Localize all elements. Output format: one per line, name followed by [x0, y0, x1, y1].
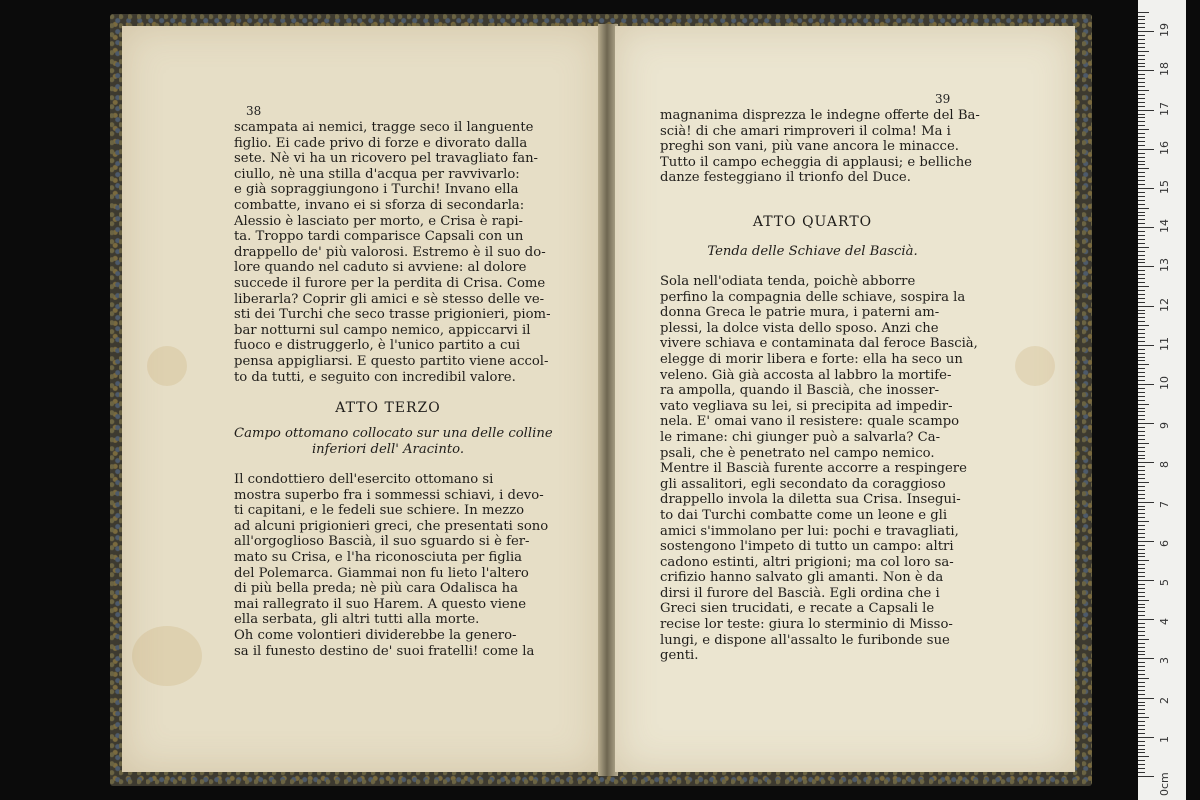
subheading-right: Tenda delle Schiave del Bascià.	[707, 244, 918, 259]
ruler-tick	[1138, 12, 1149, 13]
ruler-tick	[1138, 670, 1145, 671]
ruler-tick	[1138, 560, 1149, 561]
text-line: lore quando nel caduto si avviene: al dolore	[234, 260, 527, 276]
ruler-tick	[1138, 31, 1154, 32]
ruler-tick	[1138, 776, 1154, 777]
text-line: Mentre il Bascià furente accorre a respingere	[660, 461, 967, 477]
ruler-tick	[1138, 694, 1145, 695]
ruler-tick	[1138, 686, 1145, 687]
text-line: del Polemarca. Giammai non fu lieto l'altero	[234, 565, 529, 581]
left-page	[122, 26, 600, 772]
ruler-tick	[1138, 90, 1149, 91]
ruler-tick	[1138, 106, 1145, 107]
ruler-tick	[1138, 204, 1145, 205]
ruler-tick	[1138, 86, 1145, 87]
ruler-tick	[1138, 482, 1149, 483]
ruler-tick	[1138, 172, 1145, 173]
text-line: Oh come volontieri dividerebbe la genero-	[234, 627, 517, 643]
ruler-tick	[1138, 756, 1149, 757]
ruler-tick	[1138, 341, 1145, 342]
ruler-tick	[1138, 129, 1149, 130]
text-line: Greci sien trucidati, e recate a Capsali le	[660, 601, 935, 617]
ruler-tick	[1138, 121, 1145, 122]
ruler-tick	[1138, 486, 1145, 487]
ruler-tick	[1138, 290, 1145, 291]
ruler-tick	[1138, 196, 1145, 197]
ruler-tick	[1138, 643, 1145, 644]
ruler-tick	[1138, 729, 1145, 730]
text-line: sa il funesto destino de' suoi fratelli! come la	[234, 643, 535, 659]
ruler-tick	[1138, 98, 1145, 99]
ruler-tick	[1138, 709, 1145, 710]
ruler-tick	[1138, 470, 1145, 471]
ruler-tick	[1138, 215, 1145, 216]
ruler-label: 4	[1158, 618, 1171, 626]
ruler-tick	[1138, 82, 1145, 83]
ruler-tick	[1138, 553, 1145, 554]
text-line: e già sopraggiungono i Turchi! Invano ella	[234, 182, 519, 198]
ruler-tick	[1138, 278, 1145, 279]
ruler-tick	[1138, 294, 1145, 295]
text-line: preghi son vani, più vane ancora le minacce.	[660, 139, 959, 155]
ruler-tick	[1138, 302, 1145, 303]
ruler-unit-label: 0cm	[1158, 772, 1171, 796]
ruler-tick	[1138, 607, 1145, 608]
ruler-tick	[1138, 458, 1145, 459]
ruler-tick	[1138, 702, 1145, 703]
ruler-tick	[1138, 772, 1145, 773]
ruler-tick	[1138, 474, 1145, 475]
ruler-tick	[1138, 541, 1154, 542]
text-line: amici s'immolano per lui: pochi e travagliati,	[660, 523, 959, 539]
ruler-tick	[1138, 325, 1149, 326]
ruler-tick	[1138, 380, 1145, 381]
ruler-tick	[1138, 384, 1154, 385]
text-line: elegge di morir libera e forte: ella ha seco un	[660, 351, 963, 367]
text-line: nela. E' omai vano il resistere: quale scampo	[660, 414, 960, 430]
ruler-tick	[1138, 247, 1149, 248]
right-page	[615, 26, 1075, 772]
ruler-label: 6	[1158, 539, 1171, 547]
ruler-tick	[1138, 274, 1145, 275]
ruler-tick	[1138, 70, 1154, 71]
ruler-tick	[1138, 357, 1145, 358]
ruler-tick	[1138, 439, 1145, 440]
ruler-label: 10	[1158, 376, 1171, 390]
ruler-tick	[1138, 745, 1145, 746]
ruler-tick	[1138, 717, 1149, 718]
text-line: Il condottiero dell'esercito ottomano si	[234, 472, 494, 487]
subheading-left: Campo ottomano collocato sur una delle colline inferiori dell' Aracinto.	[234, 426, 553, 457]
ruler-tick	[1138, 396, 1145, 397]
heading-atto-terzo: ATTO TERZO	[335, 400, 441, 416]
ruler-tick	[1138, 435, 1145, 436]
ruler-tick	[1138, 513, 1145, 514]
ruler-tick	[1138, 682, 1145, 683]
ruler-tick	[1138, 227, 1154, 228]
text-line: perfino la compagnia delle schiave, sospira la	[660, 289, 966, 305]
ruler-label: 18	[1158, 62, 1171, 77]
ruler-tick	[1138, 737, 1154, 738]
ruler-tick	[1138, 580, 1154, 581]
text-line: to da tutti, e seguito con incredibil valore.	[234, 369, 516, 385]
ruler-tick	[1138, 176, 1145, 177]
ruler-tick	[1138, 529, 1145, 530]
ruler-label: 14	[1158, 219, 1171, 234]
ruler-tick	[1138, 506, 1145, 507]
ruler-tick	[1138, 55, 1145, 56]
ruler-tick	[1138, 317, 1145, 318]
text-line: ciullo, nè una stilla d'acqua per ravvivarlo:	[234, 166, 520, 182]
right-bottom-text	[660, 274, 978, 664]
ruler-tick	[1138, 376, 1145, 377]
ruler-tick	[1138, 39, 1145, 40]
text-line: Alessio è lasciato per morto, e Crisa è rapi-	[234, 213, 523, 229]
text-line: vato vegliava su lei, si precipita ad impedir-	[660, 398, 953, 414]
ruler-tick	[1138, 733, 1145, 734]
ruler-tick	[1138, 74, 1145, 75]
ruler-tick	[1138, 157, 1145, 158]
ruler-tick	[1138, 549, 1145, 550]
ruler-tick	[1138, 337, 1145, 338]
ruler-tick	[1138, 502, 1154, 503]
ruler-tick	[1138, 600, 1149, 601]
ruler-tick	[1138, 619, 1154, 620]
text-line: Sola nell'odiata tenda, poichè abborre	[660, 274, 916, 289]
ruler-tick	[1138, 690, 1145, 691]
ruler-tick	[1138, 372, 1145, 373]
ruler-tick	[1138, 760, 1145, 761]
text-line: cadono estinti, altri prigioni; ma col loro sa-	[660, 554, 954, 570]
ruler-tick	[1138, 149, 1154, 150]
ruler-tick	[1138, 498, 1145, 499]
text-line: sti dei Turchi che seco trasse prigionieri, piom-	[234, 307, 551, 323]
text-line: liberarla? Coprir gli amici e sè stesso delle ve-	[234, 291, 545, 307]
ruler-tick	[1138, 572, 1145, 573]
ruler-tick	[1138, 411, 1145, 412]
ruler-tick	[1138, 310, 1145, 311]
ruler-tick	[1138, 564, 1145, 565]
ruler-tick	[1138, 423, 1154, 424]
ruler-tick	[1138, 94, 1145, 95]
ruler-label: 13	[1158, 258, 1171, 273]
ruler-tick	[1138, 133, 1145, 134]
ruler-tick	[1138, 63, 1145, 64]
ruler-tick	[1138, 125, 1145, 126]
text-line: donna Greca le patrie mura, i paterni am-	[660, 305, 940, 321]
ruler-tick	[1138, 752, 1145, 753]
text-line: mato su Crisa, e l'ha riconosciuta per figlia	[234, 549, 523, 565]
ruler-tick	[1138, 592, 1145, 593]
ruler-tick	[1138, 364, 1149, 365]
ruler-label: 15	[1158, 180, 1171, 194]
ruler-tick	[1138, 145, 1145, 146]
ruler-tick	[1138, 615, 1145, 616]
ruler-tick	[1138, 635, 1145, 636]
ruler-tick	[1138, 164, 1145, 165]
ruler-tick	[1138, 392, 1145, 393]
ruler-tick	[1138, 749, 1145, 750]
text-line: sostengono l'impeto di tutto un campo: altri	[660, 539, 954, 555]
ruler-tick	[1138, 313, 1145, 314]
ruler-tick	[1138, 627, 1145, 628]
ruler-tick	[1138, 321, 1145, 322]
ruler-tick	[1138, 368, 1145, 369]
ruler-tick	[1138, 231, 1145, 232]
ruler-tick	[1138, 298, 1145, 299]
ruler-tick	[1138, 666, 1145, 667]
text-line: succede il furore per la perdita di Crisa. Come	[234, 275, 546, 291]
ruler-tick	[1138, 654, 1145, 655]
text-line: fuoco e distruggerlo, è l'unico partito a cui	[234, 338, 521, 354]
page-number-left: 38	[246, 104, 262, 118]
ruler-label: 2	[1158, 696, 1171, 704]
page-number-right: 39	[935, 92, 951, 106]
text-line: bar notturni sul campo nemico, appiccarvi il	[234, 322, 531, 338]
ruler-tick	[1138, 713, 1145, 714]
ruler-tick	[1138, 188, 1154, 189]
ruler-tick	[1138, 117, 1145, 118]
ruler-tick	[1138, 494, 1145, 495]
ruler-label: 17	[1158, 101, 1171, 116]
ruler-tick	[1138, 662, 1145, 663]
left-bottom-text	[234, 472, 549, 659]
ruler-label: 7	[1158, 500, 1171, 508]
ruler-tick	[1138, 282, 1145, 283]
ruler-tick	[1138, 255, 1145, 256]
ruler-tick	[1138, 161, 1145, 162]
ruler-label: 12	[1158, 297, 1171, 312]
ruler-tick	[1138, 604, 1145, 605]
ruler-tick	[1138, 725, 1145, 726]
ruler-tick	[1138, 235, 1145, 236]
ruler-tick	[1138, 353, 1145, 354]
ruler-tick	[1138, 545, 1145, 546]
text-line: Tutto il campo echeggia di applausi; e belliche	[660, 154, 972, 170]
ruler-tick	[1138, 451, 1145, 452]
ruler-label: 11	[1158, 336, 1171, 351]
ruler-tick	[1138, 208, 1149, 209]
ruler-tick	[1138, 23, 1145, 24]
heading-atto-quarto: ATTO QUARTO	[752, 214, 873, 230]
text-line: to dai Turchi combatte come un leone e gli	[660, 507, 948, 523]
ruler-tick	[1138, 333, 1145, 334]
ruler-tick	[1138, 427, 1145, 428]
ruler-tick	[1138, 584, 1145, 585]
text-line: vivere schiava e contaminata dal feroce Bascià,	[660, 336, 978, 352]
ruler-tick	[1138, 678, 1149, 679]
ruler-tick	[1138, 286, 1149, 287]
ruler-tick	[1138, 588, 1145, 589]
ruler-tick	[1138, 509, 1145, 510]
ruler-tick	[1138, 447, 1145, 448]
ruler-tick	[1138, 19, 1145, 20]
ruler-tick	[1138, 137, 1145, 138]
ruler-tick	[1138, 243, 1145, 244]
ruler-tick	[1138, 114, 1145, 115]
text-line: drappello invola la diletta sua Crisa. Insegui-	[660, 492, 961, 508]
ruler-label: 5	[1158, 579, 1171, 586]
ruler-tick	[1138, 721, 1145, 722]
ruler-tick	[1138, 419, 1145, 420]
ruler-tick	[1138, 408, 1145, 409]
measurement-ruler	[1138, 0, 1186, 800]
ruler-tick	[1138, 576, 1145, 577]
text-line: crifizio hanno salvato gli amanti. Non è da	[660, 570, 944, 586]
ruler-tick	[1138, 78, 1145, 79]
text-line: recise lor teste: giura lo sterminio di Misso-	[660, 617, 953, 633]
ruler-tick	[1138, 768, 1145, 769]
ruler-tick	[1138, 212, 1145, 213]
ruler-tick	[1138, 349, 1145, 350]
ruler-tick	[1138, 47, 1145, 48]
ruler-tick	[1138, 741, 1145, 742]
ruler-tick	[1138, 431, 1145, 432]
ruler-tick	[1138, 596, 1145, 597]
ruler-tick	[1138, 698, 1154, 699]
ruler-tick	[1138, 306, 1154, 307]
text-line: le rimane: chi giunger può a salvarla? Ca-	[660, 429, 941, 445]
ruler-tick	[1138, 705, 1145, 706]
ruler-tick	[1138, 400, 1145, 401]
ruler-tick	[1138, 153, 1145, 154]
text-line: scià! di che amari rimproveri il colma! Ma i	[660, 123, 951, 139]
text-line: magnanima disprezza le indegne offerte del Ba-	[660, 108, 980, 123]
ruler-tick	[1138, 16, 1145, 17]
ruler-tick	[1138, 43, 1145, 44]
text-line: ta. Troppo tardi comparisce Capsali con un	[234, 229, 524, 245]
ruler-tick	[1138, 658, 1154, 659]
text-line: ella serbata, gli altri tutti alla morte.	[234, 612, 480, 628]
text-line: gli assalitori, egli secondato da coraggioso	[660, 476, 946, 492]
ruler-tick	[1138, 674, 1145, 675]
text-line: ti capitani, e le fedeli sue schiere. In mezzo	[234, 503, 525, 519]
ruler-tick	[1138, 259, 1145, 260]
text-line: plessi, la dolce vista dello sposo. Anzi che	[660, 320, 939, 336]
ruler-tick	[1138, 525, 1145, 526]
ruler-tick	[1138, 223, 1145, 224]
ruler-tick	[1138, 466, 1145, 467]
text-line: figlio. Ei cade privo di forze e divorato dalla	[234, 135, 528, 151]
ruler-tick	[1138, 647, 1145, 648]
ruler-tick	[1138, 478, 1145, 479]
left-top-text	[234, 120, 551, 385]
ruler-label: 19	[1158, 23, 1171, 38]
ruler-tick	[1138, 490, 1145, 491]
ruler-tick	[1138, 266, 1154, 267]
ruler-tick	[1138, 184, 1145, 185]
ruler-tick	[1138, 455, 1145, 456]
ruler-tick	[1138, 556, 1145, 557]
ruler-tick	[1138, 239, 1145, 240]
ruler-tick	[1138, 270, 1145, 271]
ruler-tick	[1138, 639, 1149, 640]
text-line: psali, che è penetrato nel campo nemico.	[660, 445, 935, 461]
ruler-tick	[1138, 623, 1145, 624]
ruler-tick	[1138, 66, 1145, 67]
ruler-label: 16	[1158, 140, 1171, 155]
text-line: sete. Nè vi ha un ricovero pel travagliato fan-	[234, 151, 539, 167]
text-line: danze festeggiano il trionfo del Duce.	[660, 170, 911, 186]
ruler-tick	[1138, 262, 1145, 263]
ruler-tick	[1138, 329, 1145, 330]
ruler-tick	[1138, 517, 1145, 518]
ruler-tick	[1138, 537, 1145, 538]
ruler-tick	[1138, 360, 1145, 361]
ruler-tick	[1138, 533, 1145, 534]
ruler-tick	[1138, 192, 1145, 193]
text-line: scampata ai nemici, tragge seco il languente	[234, 120, 534, 135]
text-line: combatte, invano ei si sforza di secondarla:	[234, 197, 525, 213]
ruler-tick	[1138, 251, 1145, 252]
ruler-tick	[1138, 568, 1145, 569]
ruler-tick	[1138, 35, 1145, 36]
ruler-tick	[1138, 345, 1154, 346]
text-line: ad alcuni prigionieri greci, che presentati sono	[234, 518, 549, 534]
ruler-label: 3	[1158, 657, 1171, 665]
ruler-tick	[1138, 180, 1145, 181]
ruler-tick	[1138, 59, 1145, 60]
ruler-tick	[1138, 219, 1145, 220]
ruler-tick	[1138, 764, 1145, 765]
ruler-tick	[1138, 51, 1149, 52]
text-line: lungi, e dispone all'assalto le furibonde sue	[660, 632, 950, 648]
text-line: dirsi il furore del Bascià. Egli ordina che i	[660, 585, 940, 601]
text-line: mai rallegrato il suo Harem. A questo viene	[234, 596, 527, 612]
ruler-tick	[1138, 521, 1149, 522]
ruler-tick	[1138, 200, 1145, 201]
ruler-tick	[1138, 651, 1145, 652]
ruler-tick	[1138, 611, 1145, 612]
text-line: drappello de' più valorosi. Estremo è il suo do-	[234, 244, 546, 260]
text-line: mostra superbo fra i sommessi schiavi, i devo-	[234, 487, 544, 503]
text-line: di più bella preda; nè più cara Odalisca ha	[234, 581, 518, 597]
text-line: ra ampolla, quando il Bascià, che inosser-	[660, 383, 940, 399]
text-line: veleno. Già già accosta al labbro la mortife-	[660, 367, 952, 383]
text-line: pensa appigliarsi. E questo partito viene accol-	[234, 353, 549, 369]
ruler-tick	[1138, 443, 1149, 444]
ruler-tick	[1138, 415, 1145, 416]
ruler-tick	[1138, 404, 1149, 405]
ruler-label: 8	[1158, 461, 1171, 469]
ruler-tick	[1138, 102, 1145, 103]
ruler-tick	[1138, 168, 1149, 169]
ruler-tick	[1138, 110, 1154, 111]
ruler-label: 9	[1158, 422, 1171, 430]
ruler-tick	[1138, 631, 1145, 632]
text-line: genti.	[660, 648, 699, 664]
ruler-tick	[1138, 27, 1145, 28]
right-top-text	[660, 108, 980, 186]
ruler-label: 1	[1158, 735, 1171, 743]
ruler-tick	[1138, 388, 1145, 389]
text-line: all'orgoglioso Bascià, il suo sguardo si è fer-	[234, 534, 530, 550]
ruler-tick	[1138, 141, 1145, 142]
ruler-tick	[1138, 462, 1154, 463]
